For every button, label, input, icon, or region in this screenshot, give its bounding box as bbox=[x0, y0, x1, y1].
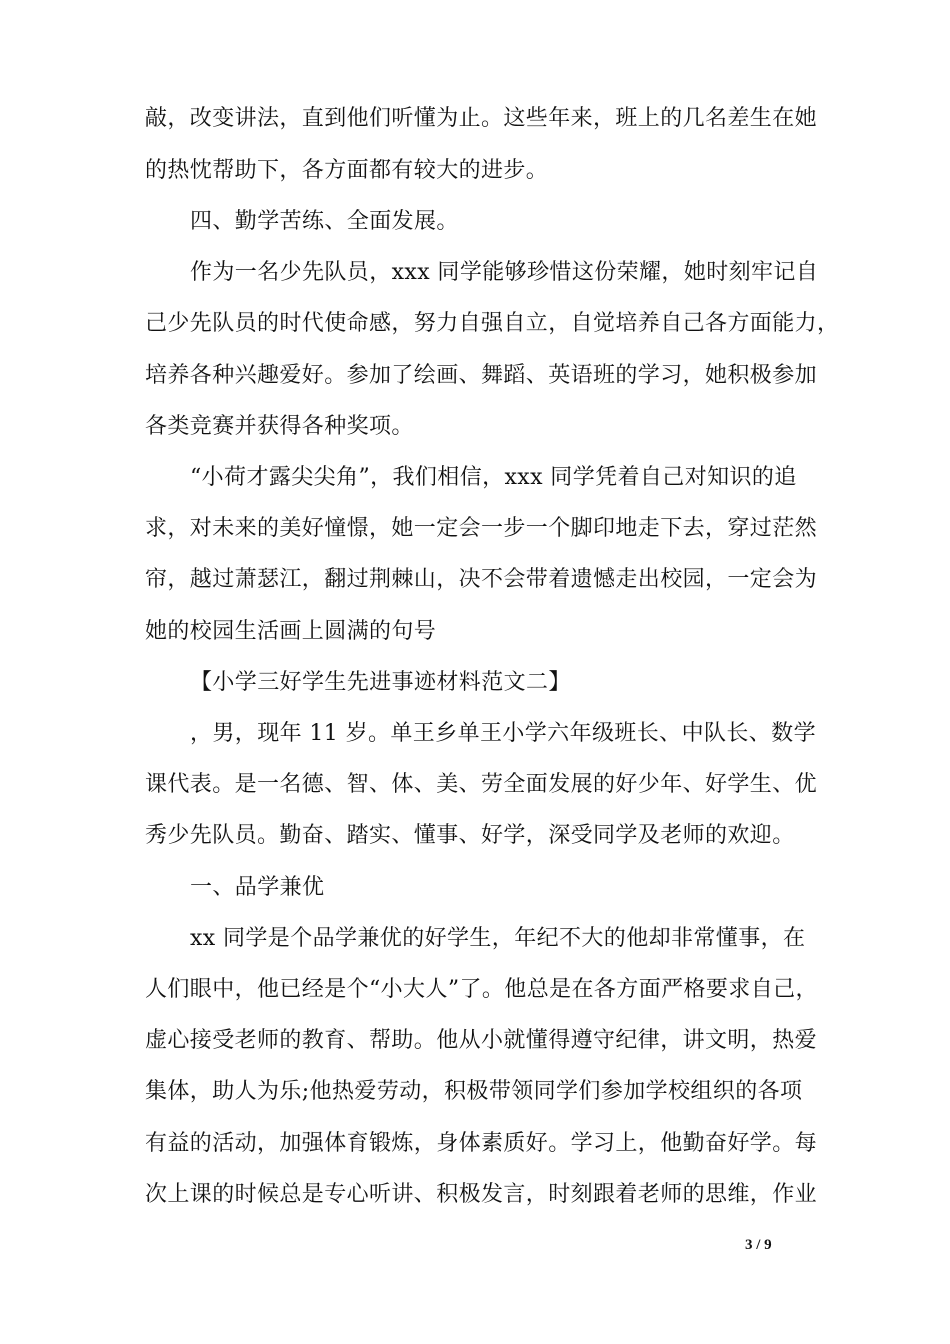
text-line: 帘，越过萧瑟江，翻过荆棘山，决不会带着遗憾走出校园，一定会为 bbox=[145, 567, 818, 592]
text-line: “小荷才露尖尖角”，我们相信，xxx 同学凭着自己对知识的追 bbox=[190, 465, 797, 490]
text-line: 秀少先队员。勤奋、踏实、懂事、好学，深受同学及老师的欢迎。 bbox=[145, 823, 795, 848]
text-line: xx 同学是个品学兼优的好学生，年纪不大的他却非常懂事，在 bbox=[190, 926, 806, 951]
text-line: 培养各种兴趣爱好。参加了绘画、舞蹈、英语班的学习，她积极参加 bbox=[145, 363, 818, 388]
text-line: 她的校园生活画上圆满的句号 bbox=[145, 619, 437, 644]
text-line: ，男，现年 11 岁。单王乡单王小学六年级班长、中队长、数学 bbox=[190, 721, 816, 746]
text-line: 各类竞赛并获得各种奖项。 bbox=[145, 414, 414, 439]
text-line: 虚心接受老师的教育、帮助。他从小就懂得遵守纪律，讲文明，热爱 bbox=[145, 1028, 818, 1053]
text-line: 次上课的时候总是专心听讲、积极发言，时刻跟着老师的思维，作业 bbox=[145, 1182, 818, 1207]
text-line: 人们眼中，他已经是个“小大人”了。他总是在各方面严格要求自己， bbox=[145, 977, 818, 1002]
text-line: 作为一名少先队员，xxx 同学能够珍惜这份荣耀，她时刻牢记自 bbox=[190, 260, 819, 285]
text-line: 课代表。是一名德、智、体、美、劳全面发展的好少年、好学生、优 bbox=[145, 772, 818, 797]
section-heading: 一、品学兼优 bbox=[190, 875, 325, 900]
text-line: 敲，改变讲法，直到他们听懂为止。这些年来，班上的几名差生在她 bbox=[145, 106, 818, 131]
section-heading: 四、勤学苦练、全面发展。 bbox=[190, 209, 459, 234]
text-line: 求，对未来的美好憧憬，她一定会一步一个脚印地走下去，穿过茫然 bbox=[145, 516, 818, 541]
text-line: 己少先队员的时代使命感，努力自强自立，自觉培养自己各方面能力， bbox=[145, 311, 840, 336]
text-line: 集体，助人为乐;他热爱劳动，积极带领同学们参加学校组织的各项 bbox=[145, 1079, 803, 1104]
page-number: 3 / 9 bbox=[745, 1237, 772, 1253]
text-line: 的热忱帮助下，各方面都有较大的进步。 bbox=[145, 158, 549, 183]
text-line: 有益的活动，加强体育锻炼，身体素质好。学习上，他勤奋好学。每 bbox=[145, 1131, 818, 1156]
section-title: 【小学三好学生先进事迹材料范文二】 bbox=[190, 670, 571, 695]
